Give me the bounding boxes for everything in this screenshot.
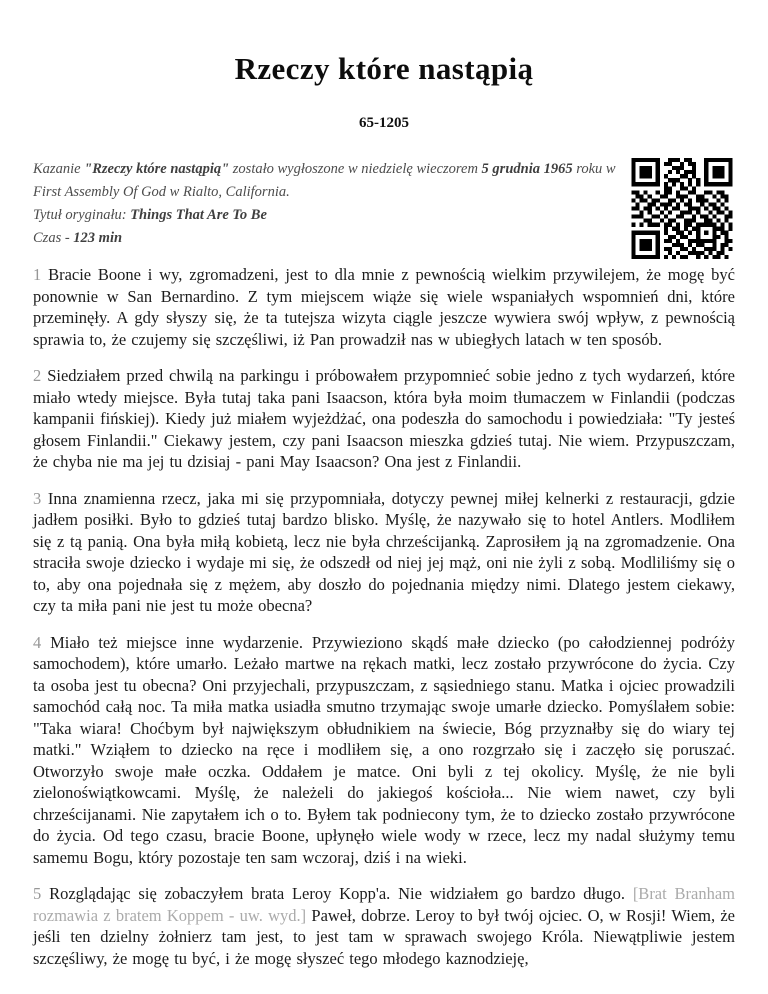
meta-kazanie-prefix: Kazanie: [33, 161, 85, 177]
meta-original-label: Tytuł oryginału:: [33, 207, 131, 223]
paragraph-number: 5: [33, 884, 42, 903]
meta-original-title: Things That Are To Be: [130, 207, 267, 223]
meta-line-duration: [33, 227, 621, 250]
paragraph-text: Bracie Boone i wy, zgromadzeni, jest to dla mnie z pewnością wielkim przywilejem, że mogę być ponownie w San Bernardino. Z tym miejscem wiąże się wiele wspaniałych wspomnień dni, które przeminęły. A gdy słyszy się, że ta tutejsza wizyta ciągle jeszcze wywiera swój wpływ, z pewnością sprawia to, że czujemy się szczęśliwi, iż Pan prowadził nas w ubiegłych latach w ten sposób.: [33, 265, 736, 349]
paragraph-text: Rozglądając się zobaczyłem brata Leroy Kopp'a. Nie widziałem go bardzo długo.: [49, 884, 633, 903]
meta-sermon-title: "Rzeczy które nastąpią": [84, 161, 230, 177]
paragraph-text: Miało też miejsce inne wydarzenie. Przywieziono skądś małe dziecko (po całodziennej podróży samochodem), które umarło. Leżało martwe na rękach matki, lecz zostało przywrócone do życia. Czy ta osoba jest tu obecna? Oni przyjechali, przypuszczam, z sąsiedniego stanu. Matka i ojciec prowadzili samochód całą noc. Ta miła matka usiadła smutno trzymając swoje umarłe dziecko. Pomyślałem sobie: "Taka wiara! Choćbym był największym obłudnikiem na świecie, Bóg przyznałby się do wiary tej matki." Wziąłem to dziecko na ręce i modliłem się, a ono rozgrzało się i zaczęło się poruszać. Otworzyło swoje małe oczka. Oddałem je matce. Oni byli z tej okolicy. Myślę, że nie byli zielonoświątkowcami. Myślę, że należeli do jakiegoś kościoła... Nie wiem nawet, czy byli chrześcijanami. Nie zapytałem ich o to. Byłem tak podniecony tym, że to dziecko zostało przywrócone do życia. Od tego czasu, bracie Boone, upłynęło wiele wody w rzece, lecz my nadal służymy temu samemu Bogu, który pozostaje ten sam wczoraj, dziś i na wieki.: [33, 632, 735, 867]
paragraph-number: 2: [33, 366, 42, 385]
paragraph-1: [33, 264, 735, 350]
paragraph-4: [33, 632, 735, 869]
paragraph-number: 1: [33, 265, 42, 284]
meta-time-value: 123 min: [73, 230, 123, 246]
paragraph-text: Inna znamienna rzecz, jaka mi się przypomniała, dotyczy pewnej miłej kelnerki z restauracji, gdzie jadłem posiłki. Było to gdzieś tutaj bardzo blisko. Myślę, że nazywało się to hotel Antlers. Modliłem się z tą panią. Ona była miłą kobietą, lecz nie była chrześcijanką. Zaprosiłem ją na zgromadzenie. Ona straciła swoje dziecko i wydaje mi się, że odszedł od niej jej mąż, oni nie żyli z sobą. Modliliśmy się o to, aby ona pojednała się z mężem, aby doszło do pojednania między nimi. Dlatego jestem ciekawy, czy ta miła pani nie jest tu może obecna?: [33, 488, 735, 615]
meta-date: 5 grudnia 1965: [481, 161, 573, 177]
meta-row: [33, 158, 735, 259]
meta-time-label: Czas -: [33, 230, 74, 246]
sermon-metadata: [33, 158, 621, 250]
editorial-note: [Brat Branham rozmawia z bratem Koppem - uw. wyd.]: [33, 884, 736, 925]
meta-line-original-title: [33, 204, 621, 227]
qr-code: [629, 158, 735, 259]
meta-location: roku w First Assembly Of God w Rialto, California.: [33, 161, 616, 200]
meta-after-title: zostało wygłoszone w niedzielę wieczorem: [229, 161, 482, 177]
paragraph-3: [33, 488, 735, 617]
paragraph-text-after-note: Paweł, dobrze. Leroy to był twój ojciec. O, w Rosji! Wiem, że jeśli ten dzielny żołnierz tam jest, to jest tam w sprawach swojego Króla. Niewątpliwie jestem szczęśliwy, że mogę tu być, i że mogę słyszeć tego młodego kaznodzieję,: [33, 905, 735, 968]
qr-code-image: [629, 158, 735, 259]
paragraph-2: [33, 365, 735, 473]
meta-line-sermon: [33, 158, 621, 204]
sermon-text: [33, 264, 735, 969]
paragraph-text: Siedziałem przed chwilą na parkingu i próbowałem przypomnieć sobie jedno z tych wydarzeń, które miało wtedy miejsce. Była tutaj taka pani Isaacson, która była moim tłumaczem w Finlandii (podczas kampanii fińskiej). Kiedy już miałem wyjeżdżać, ona podeszła do samochodu i powiedziała: "Ty jesteś głosem Finlandii." Ciekawy jestem, czy pani Isaacson mieszka gdzieś tutaj. Nie wiem. Przypuszczam, że chyba nie ma jej tu dzisiaj - pani May Isaacson? Ona jest z Finlandii.: [33, 366, 735, 471]
paragraph-5: [33, 883, 735, 969]
sermon-code: 65-1205: [359, 115, 409, 131]
paragraph-number: 3: [33, 488, 42, 508]
page-title: Rzeczy które nastąpią: [234, 51, 534, 86]
paragraph-number: 4: [33, 632, 42, 652]
